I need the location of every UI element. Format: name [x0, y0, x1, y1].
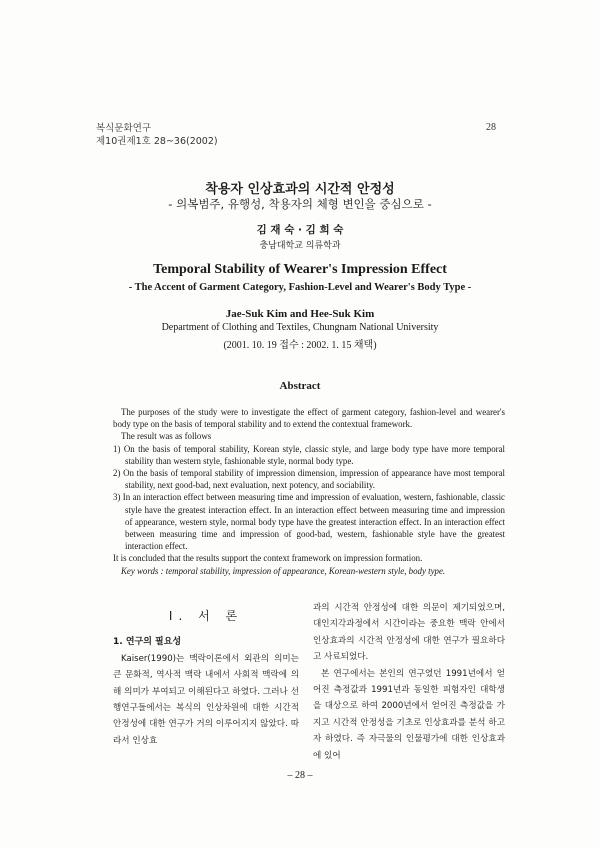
keywords: Key words : temporal stability, impression of appearance, Korean-western style, body type. [121, 565, 446, 576]
received-accepted-dates: (2001. 10. 19 접수 : 2002. 1. 15 채택) [223, 340, 377, 351]
abstract-item: 2) On the basis of temporal stability of impression dimension, impression of appearance have most temporal stability, next good-bad, next evaluation, next potency, and sociability. [113, 468, 505, 491]
volume-info: 제10권제1호 28~36(2002) [96, 136, 218, 147]
english-title: Temporal Stability of Wearer's Impression Effect [153, 262, 447, 277]
body-paragraph: Kaiser(1990)는 맥락이론에서 외관의 의미는 큰 문화적, 역사적 맥락 내에서 사회적 맥락에 의해 의미가 부여되고 이해된다고 하였다. 그러나 선행연구들에서는 복식의 인상차원에 대한 시간적 안정성에 대한 연구가 거의 이루어지지 않았다. 따라서 인상효 [113, 653, 299, 746]
right-column [313, 600, 505, 764]
korean-subtitle: - 의복범주, 유행성, 착용자의 체형 변인을 중심으로 - [168, 197, 432, 211]
section-heading: Ⅰ. 서 론 [168, 609, 244, 623]
running-header [96, 122, 218, 148]
abstract-result-lead: The result was as follows [121, 431, 212, 442]
korean-affiliation: 충남대학교 의류학과 [259, 241, 341, 251]
abstract-item: 1) On the basis of temporal stability, Korean style, classic style, and large body type have more temporal stability than western style, fashionable style, normal body type. [113, 443, 505, 466]
body-paragraph: 과의 시간적 안정성에 대한 의문이 제기되었으며, 대인지각과정에서 시간이라는 중요한 맥락 안에서 인상효과의 시간적 안정성에 대한 연구가 필요하다고 사료되었다. [313, 603, 505, 663]
english-subtitle: - The Accent of Garment Category, Fashion-Level and Wearer's Body Type - [128, 282, 472, 293]
abstract-body [113, 406, 505, 577]
abstract-conclusion: It is concluded that the results support the context framework on impression formation. [113, 553, 423, 564]
left-column [113, 606, 299, 749]
footer-page-number: – 28 – [287, 770, 313, 781]
abstract-intro: The purposes of the study were to investigate the effect of garment category, fashion-level and wearer's body type on the basis of temporal stability and to extend the contextual framework. [113, 407, 505, 430]
journal-name: 복식문화연구 [96, 123, 152, 134]
english-affiliation: Department of Clothing and Textiles, Chungnam National University [161, 322, 439, 333]
header-page-number: 28 [486, 122, 496, 133]
subsection-heading: 1. 연구의 필요성 [113, 637, 182, 648]
korean-authors: 김 재 숙 · 김 희 숙 [256, 224, 344, 236]
korean-title: 착용자 인상효과의 시간적 안정성 [205, 182, 395, 197]
english-authors: Jae-Suk Kim and Hee-Suk Kim [225, 308, 375, 320]
abstract-heading: Abstract [279, 380, 321, 392]
body-paragraph: 본 연구에서는 본인의 연구였던 1991년에서 얻어진 측정값과 1991년과 동일한 피험자인 대학생을 대상으로 하여 2000년에서 얻어진 측정값을 가지고 시간적 안정성을 기초로 인상효과를 분석 하고자 하였다. 즉 자극물의 인물평가에 대한 인상효과에 있어 [313, 668, 505, 761]
abstract-item: 3) In an interaction effect between measuring time and impression of evaluation, western, fashionable, classic style have the greatest interaction effect. In an interaction effect between measuring time and impression of appearance, western style, normal body type have the greatest interaction effect. In an interaction effect between measuring time and impression of good-bad, western, fashionable style have the greatest interaction effect. [113, 492, 505, 552]
